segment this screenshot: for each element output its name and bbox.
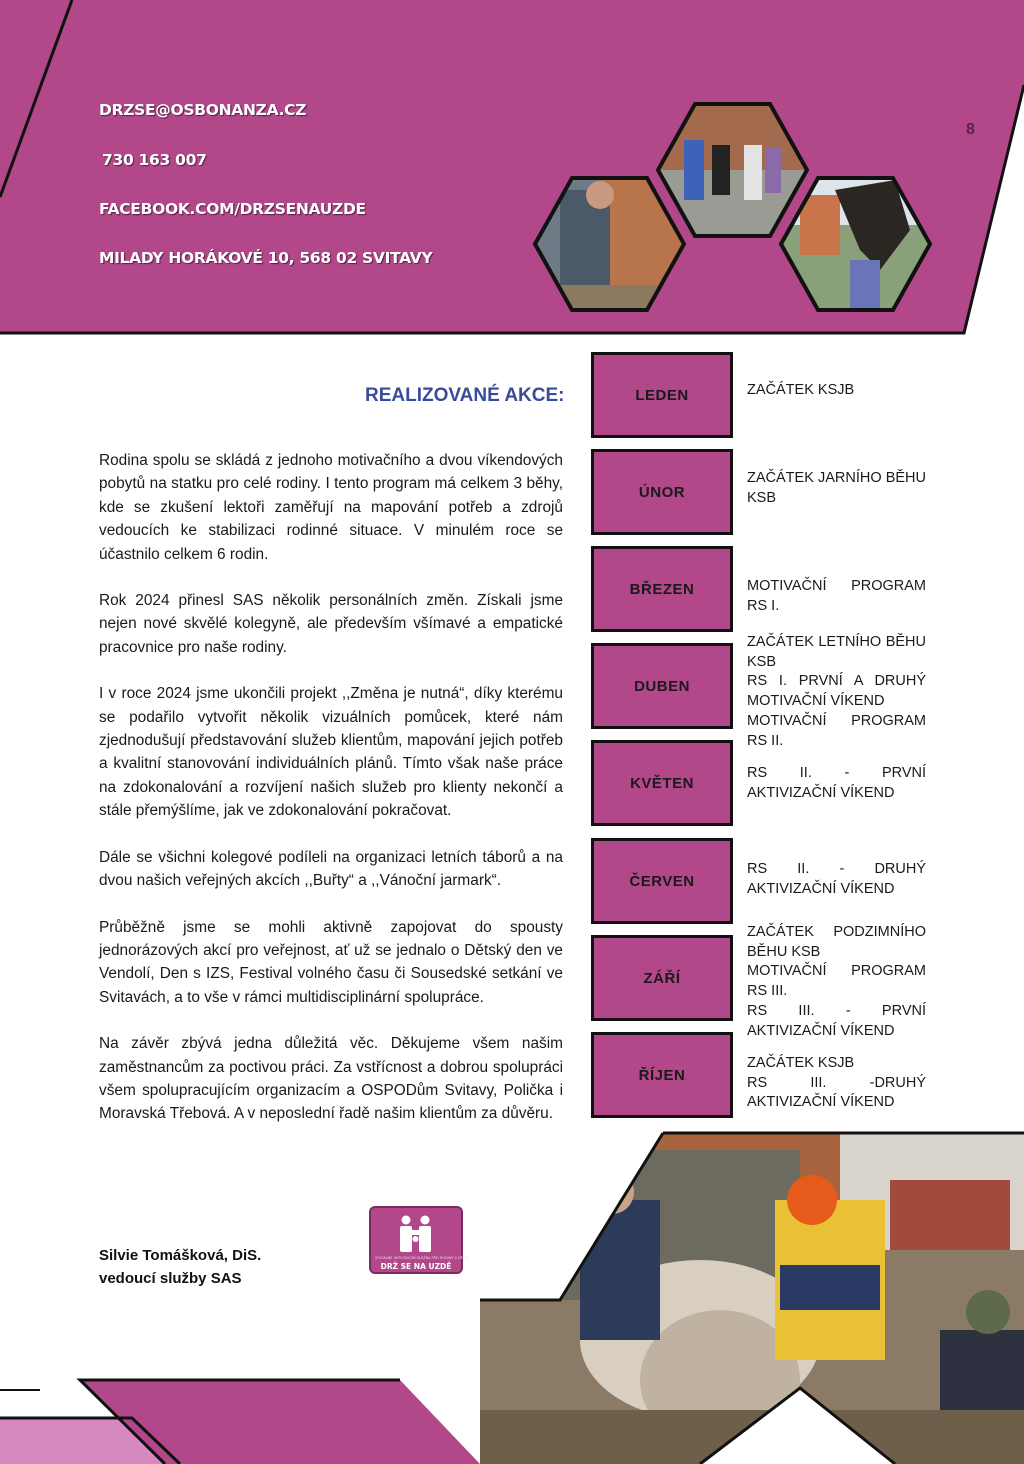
- events-duben: [747, 633, 926, 751]
- contact-email[interactable]: DRZSE@OSBONANZA.CZ: [99, 101, 307, 119]
- events-zari: [747, 923, 926, 1041]
- photo-children-with-sheep: [470, 1130, 1024, 1464]
- signature-role: vedoucí služby SAS: [99, 1270, 242, 1287]
- section-title: REALIZOVANÉ AKCE:: [365, 385, 565, 406]
- event-item: MOTIVAČNÍ PROGRAM RS II.: [747, 712, 926, 749]
- event-item: RS III. - PRVNÍ AKTIVIZAČNÍ VÍKEND: [747, 1002, 926, 1039]
- event-item: ZAČÁTEK JARNÍHO BĚHU KSB: [747, 470, 926, 506]
- event-item: RS III. -DRUHÝ AKTIVIZAČNÍ VÍKEND: [747, 1074, 926, 1111]
- events-unor: [747, 469, 926, 508]
- signature: [99, 1244, 261, 1290]
- paragraph: Rok 2024 přinesl SAS několik personálních změn. Získali jsme nejen nové skvělé kolegyně, ale především všímavé a empatické pracovnice pro naše rodiny.: [99, 592, 563, 656]
- month-brezen: BŘEZEN: [591, 546, 733, 632]
- month-unor: ÚNOR: [591, 449, 733, 535]
- month-duben: DUBEN: [591, 643, 733, 729]
- events-leden: [747, 381, 926, 401]
- logo-subtitle: SOCIÁLNĚ AKTIVIZAČNÍ SLUŽBA PRO RODINY S DĚTMI: [375, 1256, 470, 1260]
- event-item: ZAČÁTEK KSJB: [747, 382, 855, 398]
- event-item: RS II. - PRVNÍ AKTIVIZAČNÍ VÍKEND: [747, 765, 926, 801]
- body-text: [99, 449, 563, 1149]
- events-brezen: [747, 577, 926, 616]
- paragraph: Průběžně jsme se mohli aktivně zapojovat do spousty jednorázových akcí pro veřejnost, ať už se jednalo o Dětský den ve Vendolí, Den s IZS, Festival volného času či Sousedské setkání ve Svitavách, a to vše v rámci multidisciplinární spolupráce.: [99, 918, 563, 1006]
- events-kveten: [747, 764, 926, 803]
- event-item: ZAČÁTEK PODZIMNÍHO BĚHU KSB: [747, 924, 926, 960]
- month-leden: LEDEN: [591, 352, 733, 438]
- paragraph: Dále se všichni kolegové podíleli na organizaci letních táborů a na dvou našich veřejných akcích ,,Buřty“ a ,,Vánoční jarmark“.: [99, 848, 563, 890]
- event-item: RS II. - DRUHÝ AKTIVIZAČNÍ VÍKEND: [747, 861, 926, 897]
- event-item: MOTIVAČNÍ PROGRAM RS I.: [747, 578, 926, 614]
- events-rijen: [747, 1054, 926, 1113]
- event-item: MOTIVAČNÍ PROGRAM RS III.: [747, 963, 926, 1000]
- paragraph: Rodina spolu se skládá z jednoho motivačního a dvou víkendových pobytů na statku pro celé rodiny. I tento program má celkem 3 běhy, kde se zkušení lektoři zaměřují na mapování potřeb a zdrojů vedoucích ke stabilizaci rodinné situace. V minulém roce se účastnilo celkem 6 rodin.: [99, 452, 563, 563]
- contact-facebook[interactable]: FACEBOOK.COM/DRZSENAUZDE: [99, 200, 366, 218]
- events-cerven: [747, 860, 926, 899]
- page-number: 8: [966, 121, 975, 138]
- paragraph: Na závěr zbývá jedna důležitá věc. Děkujeme všem našim zaměstnancům za poctivou práci. Za vstřícnost a dobrou spolupráci všem spolupracujícím organizacím a OSPODům Svitavy, Polička i Moravská Třebová. A v neposlední řadě našim klientům za důvěru.: [99, 1035, 563, 1123]
- month-zari: ZÁŘÍ: [591, 935, 733, 1021]
- event-item: RS I. PRVNÍ A DRUHÝ MOTIVAČNÍ VÍKEND: [747, 673, 926, 710]
- event-item: ZAČÁTEK KSJB: [747, 1055, 855, 1071]
- logo-name: DRŽ SE NA UZDĚ: [380, 1262, 452, 1271]
- month-cerven: ČERVEN: [591, 838, 733, 924]
- contact-address: MILADY HORÁKOVÉ 10, 568 02 SVITAVY: [99, 249, 433, 267]
- contact-phone[interactable]: 730 163 007: [102, 151, 207, 169]
- drz-se-na-uzde-logo: [369, 1206, 470, 1274]
- signature-name: Silvie Tomášková, DiS.: [99, 1247, 262, 1264]
- event-item: ZAČÁTEK LETNÍHO BĚHU KSB: [747, 634, 926, 670]
- paragraph: I v roce 2024 jsme ukončili projekt ,,Změna je nutná“, díky kterému se podařilo vytvořit několik vizuálních pomůcek, které nám zjednodušují představování služeb klientům, mapování jejich potřeb a kvalitní stanovování individuálních plánů. Tímto však naše práce na zdokonalování a rozvíjení našich služeb pro klienty nekončí a stále přemýšlíme, jak ve zdokonalování pokračovat.: [99, 685, 563, 820]
- month-kveten: KVĚTEN: [591, 740, 733, 826]
- month-rijen: ŘÍJEN: [591, 1032, 733, 1118]
